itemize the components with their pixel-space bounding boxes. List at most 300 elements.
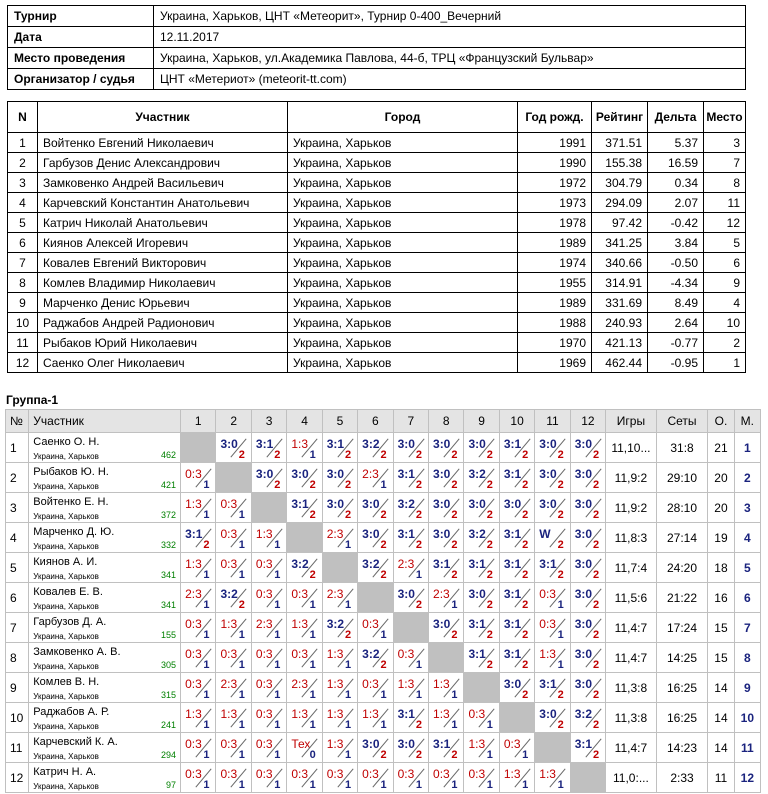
participant-number: 9 xyxy=(8,293,38,313)
match-score: 1:3 xyxy=(220,617,238,631)
match-points: 1 xyxy=(203,749,210,761)
match-points: 2 xyxy=(522,479,529,491)
match-score: 1:3 xyxy=(185,707,202,721)
match-score: 3:1 xyxy=(468,647,486,661)
match-points: 2 xyxy=(593,749,600,761)
player-rating: 155 xyxy=(161,630,177,640)
player-cell xyxy=(29,733,181,763)
final-place: 2 xyxy=(734,463,760,493)
match-score: 3:0 xyxy=(433,497,451,511)
match-result-cell xyxy=(464,763,499,793)
participant-birth-year: 1978 xyxy=(518,213,592,233)
match-result-cell xyxy=(216,703,251,733)
match-points: 1 xyxy=(415,659,423,671)
match-result-cell xyxy=(499,583,534,613)
match-score: 3:1 xyxy=(185,527,203,541)
match-points: 2 xyxy=(522,599,529,611)
match-result-cell xyxy=(251,463,286,493)
match-points: 1 xyxy=(451,779,458,791)
participant-delta: -0.77 xyxy=(648,333,704,353)
player-cell xyxy=(29,493,181,523)
match-result-cell xyxy=(570,613,605,643)
participant-name: Киянов Алексей Игоревич xyxy=(38,233,288,253)
match-score: 3:1 xyxy=(397,707,415,721)
match-points: 2 xyxy=(557,569,564,581)
player-rating: 305 xyxy=(161,660,177,670)
match-score: 3:1 xyxy=(291,497,309,511)
col-header-place: М. xyxy=(734,410,760,433)
sets-record: 21:22 xyxy=(656,583,708,613)
match-score: 0:3 xyxy=(255,647,273,661)
match-score: 1:3 xyxy=(255,527,273,541)
match-score: 0:3 xyxy=(539,587,556,601)
match-points: 1 xyxy=(274,719,281,731)
match-result-cell xyxy=(499,763,534,793)
match-result-cell xyxy=(535,703,570,733)
total-points: 14 xyxy=(708,733,734,763)
match-result-cell xyxy=(322,463,357,493)
player-cell xyxy=(29,463,181,493)
match-result-cell xyxy=(287,583,322,613)
table-row xyxy=(6,583,761,613)
match-score: 3:0 xyxy=(433,467,451,481)
match-score: 3:0 xyxy=(539,707,557,721)
participant-number: 10 xyxy=(8,313,38,333)
player-rating: 241 xyxy=(161,720,177,730)
match-points: 1 xyxy=(274,569,281,581)
diagonal-cell xyxy=(181,433,216,463)
match-score: 2:3 xyxy=(255,617,273,631)
player-city: Украина, Харьков xyxy=(33,482,99,491)
table-row xyxy=(8,133,746,153)
participant-place: 4 xyxy=(704,293,746,313)
table-row xyxy=(8,333,746,353)
match-score: 3:0 xyxy=(397,737,415,751)
participant-delta: 2.64 xyxy=(648,313,704,333)
match-result-cell xyxy=(393,523,428,553)
participants-column-header: Дельта xyxy=(648,102,704,133)
total-points: 15 xyxy=(708,613,734,643)
match-result-cell xyxy=(287,763,322,793)
player-rating: 372 xyxy=(161,510,177,520)
participant-delta: 2.07 xyxy=(648,193,704,213)
match-score: 0:3 xyxy=(185,647,202,661)
total-points: 21 xyxy=(708,433,734,463)
total-points: 11 xyxy=(708,763,734,793)
match-points: 2 xyxy=(415,539,423,551)
match-score: 3:0 xyxy=(574,527,593,541)
match-result-cell xyxy=(322,493,357,523)
diagonal-cell xyxy=(499,703,534,733)
match-score: 3:0 xyxy=(362,497,380,511)
row-number: 8 xyxy=(6,643,29,673)
participant-place: 3 xyxy=(704,133,746,153)
col-header-opponent: 7 xyxy=(393,410,428,433)
player-city: Украина, Харьков xyxy=(33,752,99,761)
match-points: 2 xyxy=(486,629,493,641)
match-points: 1 xyxy=(380,719,387,731)
info-label: Дата xyxy=(8,27,154,48)
match-result-cell xyxy=(535,643,570,673)
participant-name: Саенко Олег Николаевич xyxy=(38,353,288,373)
match-score: 3:0 xyxy=(574,437,593,451)
match-result-cell xyxy=(287,673,322,703)
match-points: 1 xyxy=(380,779,387,791)
participant-delta: 8.49 xyxy=(648,293,704,313)
player-rating: 315 xyxy=(161,690,177,700)
match-score: 2:3 xyxy=(397,557,415,571)
match-result-cell xyxy=(216,433,251,463)
match-result-cell xyxy=(535,493,570,523)
total-points: 18 xyxy=(708,553,734,583)
match-points: 2 xyxy=(557,539,564,551)
participant-number: 7 xyxy=(8,253,38,273)
match-points: 1 xyxy=(309,449,316,461)
table-row xyxy=(8,153,746,173)
match-points: 2 xyxy=(309,509,316,521)
match-result-cell xyxy=(429,673,464,703)
participant-rating: 240.93 xyxy=(592,313,648,333)
player-cell xyxy=(29,673,181,703)
col-header-opponent: 8 xyxy=(429,410,464,433)
match-points: 2 xyxy=(238,599,245,611)
match-result-cell xyxy=(287,463,322,493)
match-points: 2 xyxy=(345,629,352,641)
row-number: 10 xyxy=(6,703,29,733)
match-score: 3:1 xyxy=(539,557,557,571)
total-points: 14 xyxy=(708,703,734,733)
match-points: 2 xyxy=(486,539,493,551)
match-result-cell xyxy=(181,493,216,523)
match-result-cell xyxy=(181,523,216,553)
participants-column-header: Год рожд. xyxy=(518,102,592,133)
match-result-cell xyxy=(393,703,428,733)
games-record: 11,9:2 xyxy=(606,463,657,493)
row-number: 2 xyxy=(6,463,29,493)
match-result-cell xyxy=(570,493,605,523)
match-result-cell xyxy=(216,613,251,643)
match-result-cell xyxy=(358,523,393,553)
match-score: 1:3 xyxy=(326,677,344,691)
player-cell xyxy=(29,703,181,733)
match-result-cell xyxy=(393,493,428,523)
match-result-cell xyxy=(216,643,251,673)
match-points: 2 xyxy=(415,719,423,731)
match-result-cell xyxy=(216,763,251,793)
match-score: 3:0 xyxy=(574,677,593,691)
match-points: 2 xyxy=(557,479,564,491)
match-points: 2 xyxy=(415,479,423,491)
match-score: 0:3 xyxy=(220,737,238,751)
col-header-number: № xyxy=(6,410,29,433)
diagonal-cell xyxy=(429,643,464,673)
participant-number: 5 xyxy=(8,213,38,233)
match-points: 1 xyxy=(203,719,210,731)
final-place: 3 xyxy=(734,493,760,523)
match-result-cell xyxy=(358,703,393,733)
match-points: 2 xyxy=(593,539,600,551)
match-points: 1 xyxy=(486,749,493,761)
match-points: 1 xyxy=(274,659,281,671)
match-score: 0:3 xyxy=(220,557,238,571)
participant-delta: -4.34 xyxy=(648,273,704,293)
match-score: 0:3 xyxy=(539,617,556,631)
match-score: 3:0 xyxy=(468,587,486,601)
match-result-cell xyxy=(429,763,464,793)
match-points: 1 xyxy=(238,539,245,551)
match-score: 0:3 xyxy=(433,767,450,781)
match-points: 2 xyxy=(238,449,245,461)
match-points: 1 xyxy=(309,659,316,671)
col-header-player: Участник xyxy=(29,410,181,433)
table-row xyxy=(8,273,746,293)
match-result-cell xyxy=(464,523,499,553)
sets-record: 24:20 xyxy=(656,553,708,583)
participant-birth-year: 1970 xyxy=(518,333,592,353)
total-points: 14 xyxy=(708,673,734,703)
match-score: 3:1 xyxy=(539,677,557,691)
participant-place: 9 xyxy=(704,273,746,293)
match-result-cell xyxy=(251,553,286,583)
player-name: Марченко Д. Ю. xyxy=(33,526,115,538)
match-result-cell xyxy=(287,553,322,583)
final-place: 9 xyxy=(734,673,760,703)
match-score: 3:0 xyxy=(468,437,486,451)
match-points: 2 xyxy=(593,569,600,581)
participant-rating: 340.66 xyxy=(592,253,648,273)
match-result-cell xyxy=(287,703,322,733)
sets-record: 17:24 xyxy=(656,613,708,643)
total-points: 20 xyxy=(708,463,734,493)
participant-city: Украина, Харьков xyxy=(288,353,518,373)
match-points: 2 xyxy=(380,659,387,671)
match-result-cell xyxy=(535,583,570,613)
match-points: 1 xyxy=(309,779,316,791)
match-points: 1 xyxy=(309,629,316,641)
match-score: 3:0 xyxy=(326,467,345,481)
col-header-opponent: 1 xyxy=(181,410,216,433)
match-score: 3:0 xyxy=(503,497,522,511)
table-row xyxy=(6,643,761,673)
match-points: 1 xyxy=(309,689,316,701)
match-result-cell xyxy=(570,433,605,463)
participant-city: Украина, Харьков xyxy=(288,313,518,333)
match-score: 0:3 xyxy=(255,557,273,571)
match-points: 1 xyxy=(274,539,281,551)
final-place: 6 xyxy=(734,583,760,613)
match-result-cell xyxy=(499,613,534,643)
table-row xyxy=(8,213,746,233)
player-name: Саенко О. Н. xyxy=(33,436,100,448)
match-points: 2 xyxy=(380,509,387,521)
match-points: 1 xyxy=(557,599,564,611)
match-points: 1 xyxy=(345,689,352,701)
total-points: 20 xyxy=(708,493,734,523)
match-score: 0:3 xyxy=(185,677,202,691)
match-score: 1:3 xyxy=(291,617,309,631)
crosstable-header-row xyxy=(6,410,761,433)
match-result-cell xyxy=(358,553,393,583)
match-result-cell xyxy=(322,673,357,703)
sets-record: 14:23 xyxy=(656,733,708,763)
row-number: 4 xyxy=(6,523,29,553)
match-score: 0:3 xyxy=(185,767,202,781)
match-points: 2 xyxy=(345,479,352,491)
match-score: 3:1 xyxy=(468,557,486,571)
match-result-cell xyxy=(287,733,322,763)
match-result-cell xyxy=(181,703,216,733)
match-score: 1:3 xyxy=(362,707,379,721)
match-score: 3:2 xyxy=(326,617,345,631)
match-points: 2 xyxy=(345,509,352,521)
player-rating: 421 xyxy=(161,480,177,490)
match-points: 1 xyxy=(238,689,245,701)
match-points: 1 xyxy=(238,779,245,791)
match-points: 2 xyxy=(380,569,387,581)
player-name: Карчевский К. А. xyxy=(33,736,118,748)
match-result-cell xyxy=(216,673,251,703)
table-row xyxy=(8,313,746,333)
match-result-cell xyxy=(499,523,534,553)
match-points: 2 xyxy=(309,569,316,581)
match-result-cell xyxy=(499,733,534,763)
match-result-cell xyxy=(251,733,286,763)
match-score: 3:2 xyxy=(574,707,593,721)
match-points: 2 xyxy=(593,689,600,701)
match-points: 2 xyxy=(415,509,423,521)
col-header-opponent: 5 xyxy=(322,410,357,433)
match-result-cell xyxy=(251,433,286,463)
participant-name: Раджабов Андрей Радионович xyxy=(38,313,288,333)
participant-name: Гарбузов Денис Александрович xyxy=(38,153,288,173)
match-points: 1 xyxy=(238,509,245,521)
match-score: 3:2 xyxy=(362,647,380,661)
match-result-cell xyxy=(429,463,464,493)
match-result-cell xyxy=(499,463,534,493)
col-header-opponent: 10 xyxy=(499,410,534,433)
participant-birth-year: 1989 xyxy=(518,233,592,253)
match-score: 3:1 xyxy=(503,467,522,481)
match-points: 2 xyxy=(522,629,529,641)
match-result-cell xyxy=(429,613,464,643)
info-row xyxy=(8,27,746,48)
match-score: 1:3 xyxy=(468,737,486,751)
match-result-cell xyxy=(322,433,357,463)
match-result-cell xyxy=(181,553,216,583)
match-score: 1:3 xyxy=(220,707,238,721)
match-score: 1:3 xyxy=(185,557,202,571)
match-result-cell xyxy=(358,493,393,523)
match-score: 3:0 xyxy=(362,737,380,751)
sets-record: 14:25 xyxy=(656,643,708,673)
match-score: 3:2 xyxy=(362,437,380,451)
match-score: 0:3 xyxy=(255,587,273,601)
match-score: 3:0 xyxy=(574,497,593,511)
games-record: 11,10... xyxy=(606,433,657,463)
match-result-cell xyxy=(429,703,464,733)
match-score: 2:3 xyxy=(185,587,202,601)
info-row xyxy=(8,6,746,27)
match-score: 0:3 xyxy=(468,707,486,721)
match-score: 0:3 xyxy=(255,707,273,721)
match-result-cell xyxy=(570,673,605,703)
match-points: 1 xyxy=(274,689,281,701)
match-score: 3:0 xyxy=(574,617,593,631)
match-score: 0:3 xyxy=(468,767,486,781)
sets-record: 2:33 xyxy=(656,763,708,793)
games-record: 11,5:6 xyxy=(606,583,657,613)
match-points: 2 xyxy=(522,539,529,551)
match-result-cell xyxy=(358,763,393,793)
match-score: 2:3 xyxy=(326,587,344,601)
col-header-opponent: 3 xyxy=(251,410,286,433)
match-result-cell xyxy=(216,583,251,613)
match-result-cell xyxy=(535,433,570,463)
match-score: 0:3 xyxy=(185,737,202,751)
match-points: 1 xyxy=(380,479,387,491)
match-points: 1 xyxy=(203,569,210,581)
diagonal-cell xyxy=(570,763,605,793)
match-points: 1 xyxy=(274,599,281,611)
match-score: 3:0 xyxy=(539,467,557,481)
participant-place: 2 xyxy=(704,333,746,353)
final-place: 11 xyxy=(734,733,760,763)
table-row xyxy=(6,523,761,553)
match-score: 3:2 xyxy=(362,557,380,571)
match-points: 1 xyxy=(557,779,564,791)
match-points: 2 xyxy=(380,749,387,761)
info-value: Украина, Харьков, ул.Академика Павлова, 44-б, ТРЦ «Французский Бульвар» xyxy=(154,48,746,69)
match-points: 1 xyxy=(380,629,387,641)
match-score: 1:3 xyxy=(326,737,344,751)
match-score: 2:3 xyxy=(362,467,379,481)
match-points: 2 xyxy=(451,629,458,641)
match-result-cell xyxy=(322,763,357,793)
match-points: 1 xyxy=(345,659,352,671)
table-row xyxy=(6,553,761,583)
match-score: Тех xyxy=(291,737,311,751)
match-points: 2 xyxy=(274,449,281,461)
match-result-cell xyxy=(322,643,357,673)
match-score: 1:3 xyxy=(291,707,309,721)
participant-rating: 314.91 xyxy=(592,273,648,293)
participant-city: Украина, Харьков xyxy=(288,273,518,293)
match-score: 3:0 xyxy=(574,587,593,601)
match-result-cell xyxy=(216,733,251,763)
participant-delta: 3.84 xyxy=(648,233,704,253)
match-result-cell xyxy=(570,703,605,733)
player-city: Украина, Харьков xyxy=(33,452,99,461)
player-city: Украина, Харьков xyxy=(33,722,99,731)
row-number: 11 xyxy=(6,733,29,763)
match-points: 2 xyxy=(451,539,458,551)
match-points: 2 xyxy=(593,509,600,521)
table-row xyxy=(6,433,761,463)
col-header-opponent: 4 xyxy=(287,410,322,433)
match-points: 1 xyxy=(203,509,210,521)
match-score: 3:2 xyxy=(397,497,415,511)
match-score: 0:3 xyxy=(503,737,521,751)
final-place: 5 xyxy=(734,553,760,583)
match-points: 2 xyxy=(593,479,600,491)
player-city: Украина, Харьков xyxy=(33,632,99,641)
match-score: 3:0 xyxy=(574,557,593,571)
match-result-cell xyxy=(251,673,286,703)
match-score: 3:0 xyxy=(468,497,486,511)
match-points: 2 xyxy=(486,479,493,491)
player-rating: 97 xyxy=(166,780,177,790)
match-points: 1 xyxy=(557,659,564,671)
